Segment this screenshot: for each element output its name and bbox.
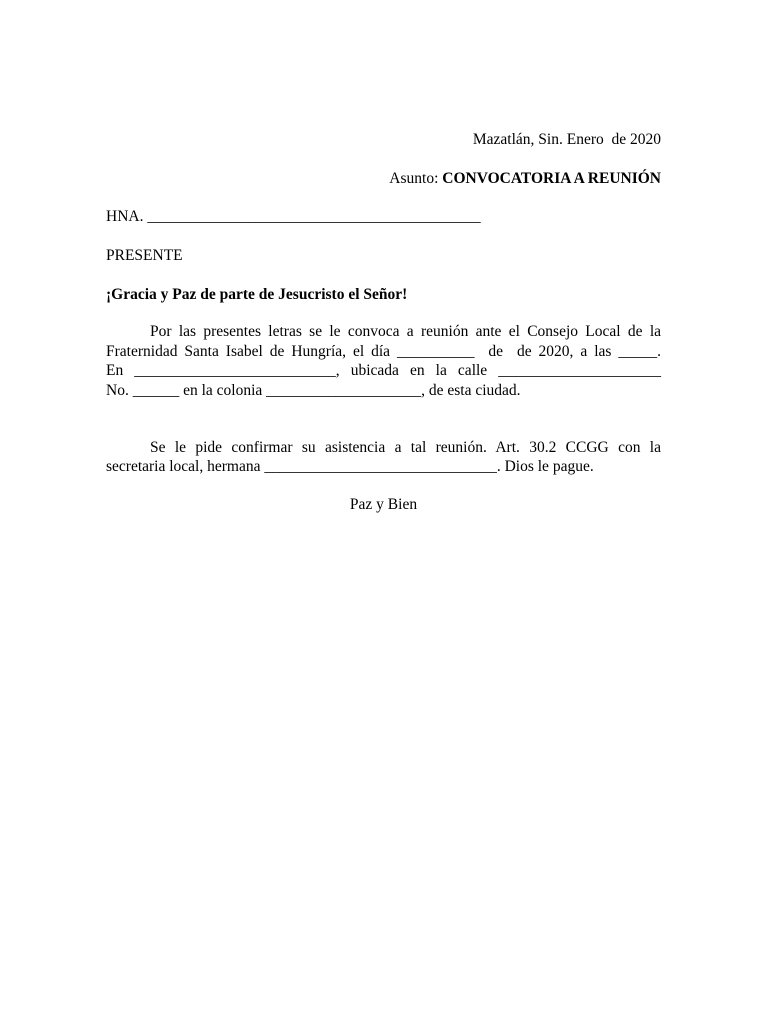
presente-label: PRESENTE xyxy=(106,247,183,264)
date-line: Mazatlán, Sin. Enero de 2020 xyxy=(472,131,661,148)
subject-prefix: Asunto: xyxy=(389,170,443,187)
subject-line xyxy=(106,169,661,189)
greeting: ¡Gracia y Paz de parte de Jesucristo el Señor! xyxy=(106,286,408,303)
paragraph2-line1: Se le pide confirmar su asistencia a tal reunión. Art. 30.2 CCGG con la xyxy=(150,439,661,456)
paragraph1-line4: No. ______ en la colonia ____________________, de esta ciudad. xyxy=(106,382,521,399)
addressee-line: HNA. ___________________________________________ xyxy=(106,208,481,225)
subject-title: CONVOCATORIA A REUNIÓN xyxy=(442,170,661,187)
paragraph1-line3: En __________________________, ubicada en la calle _____________________ xyxy=(106,362,661,379)
paragraph1-line2: Fraternidad Santa Isabel de Hungría, el día __________ de de 2020, a las _____. xyxy=(106,343,661,360)
paragraph1-line1: Por las presentes letras se le convoca a reunión ante el Consejo Local de la xyxy=(150,323,661,340)
closing: Paz y Bien xyxy=(349,496,418,513)
paragraph2-line2: secretaria local, hermana ______________________________. Dios le pague. xyxy=(106,458,594,475)
